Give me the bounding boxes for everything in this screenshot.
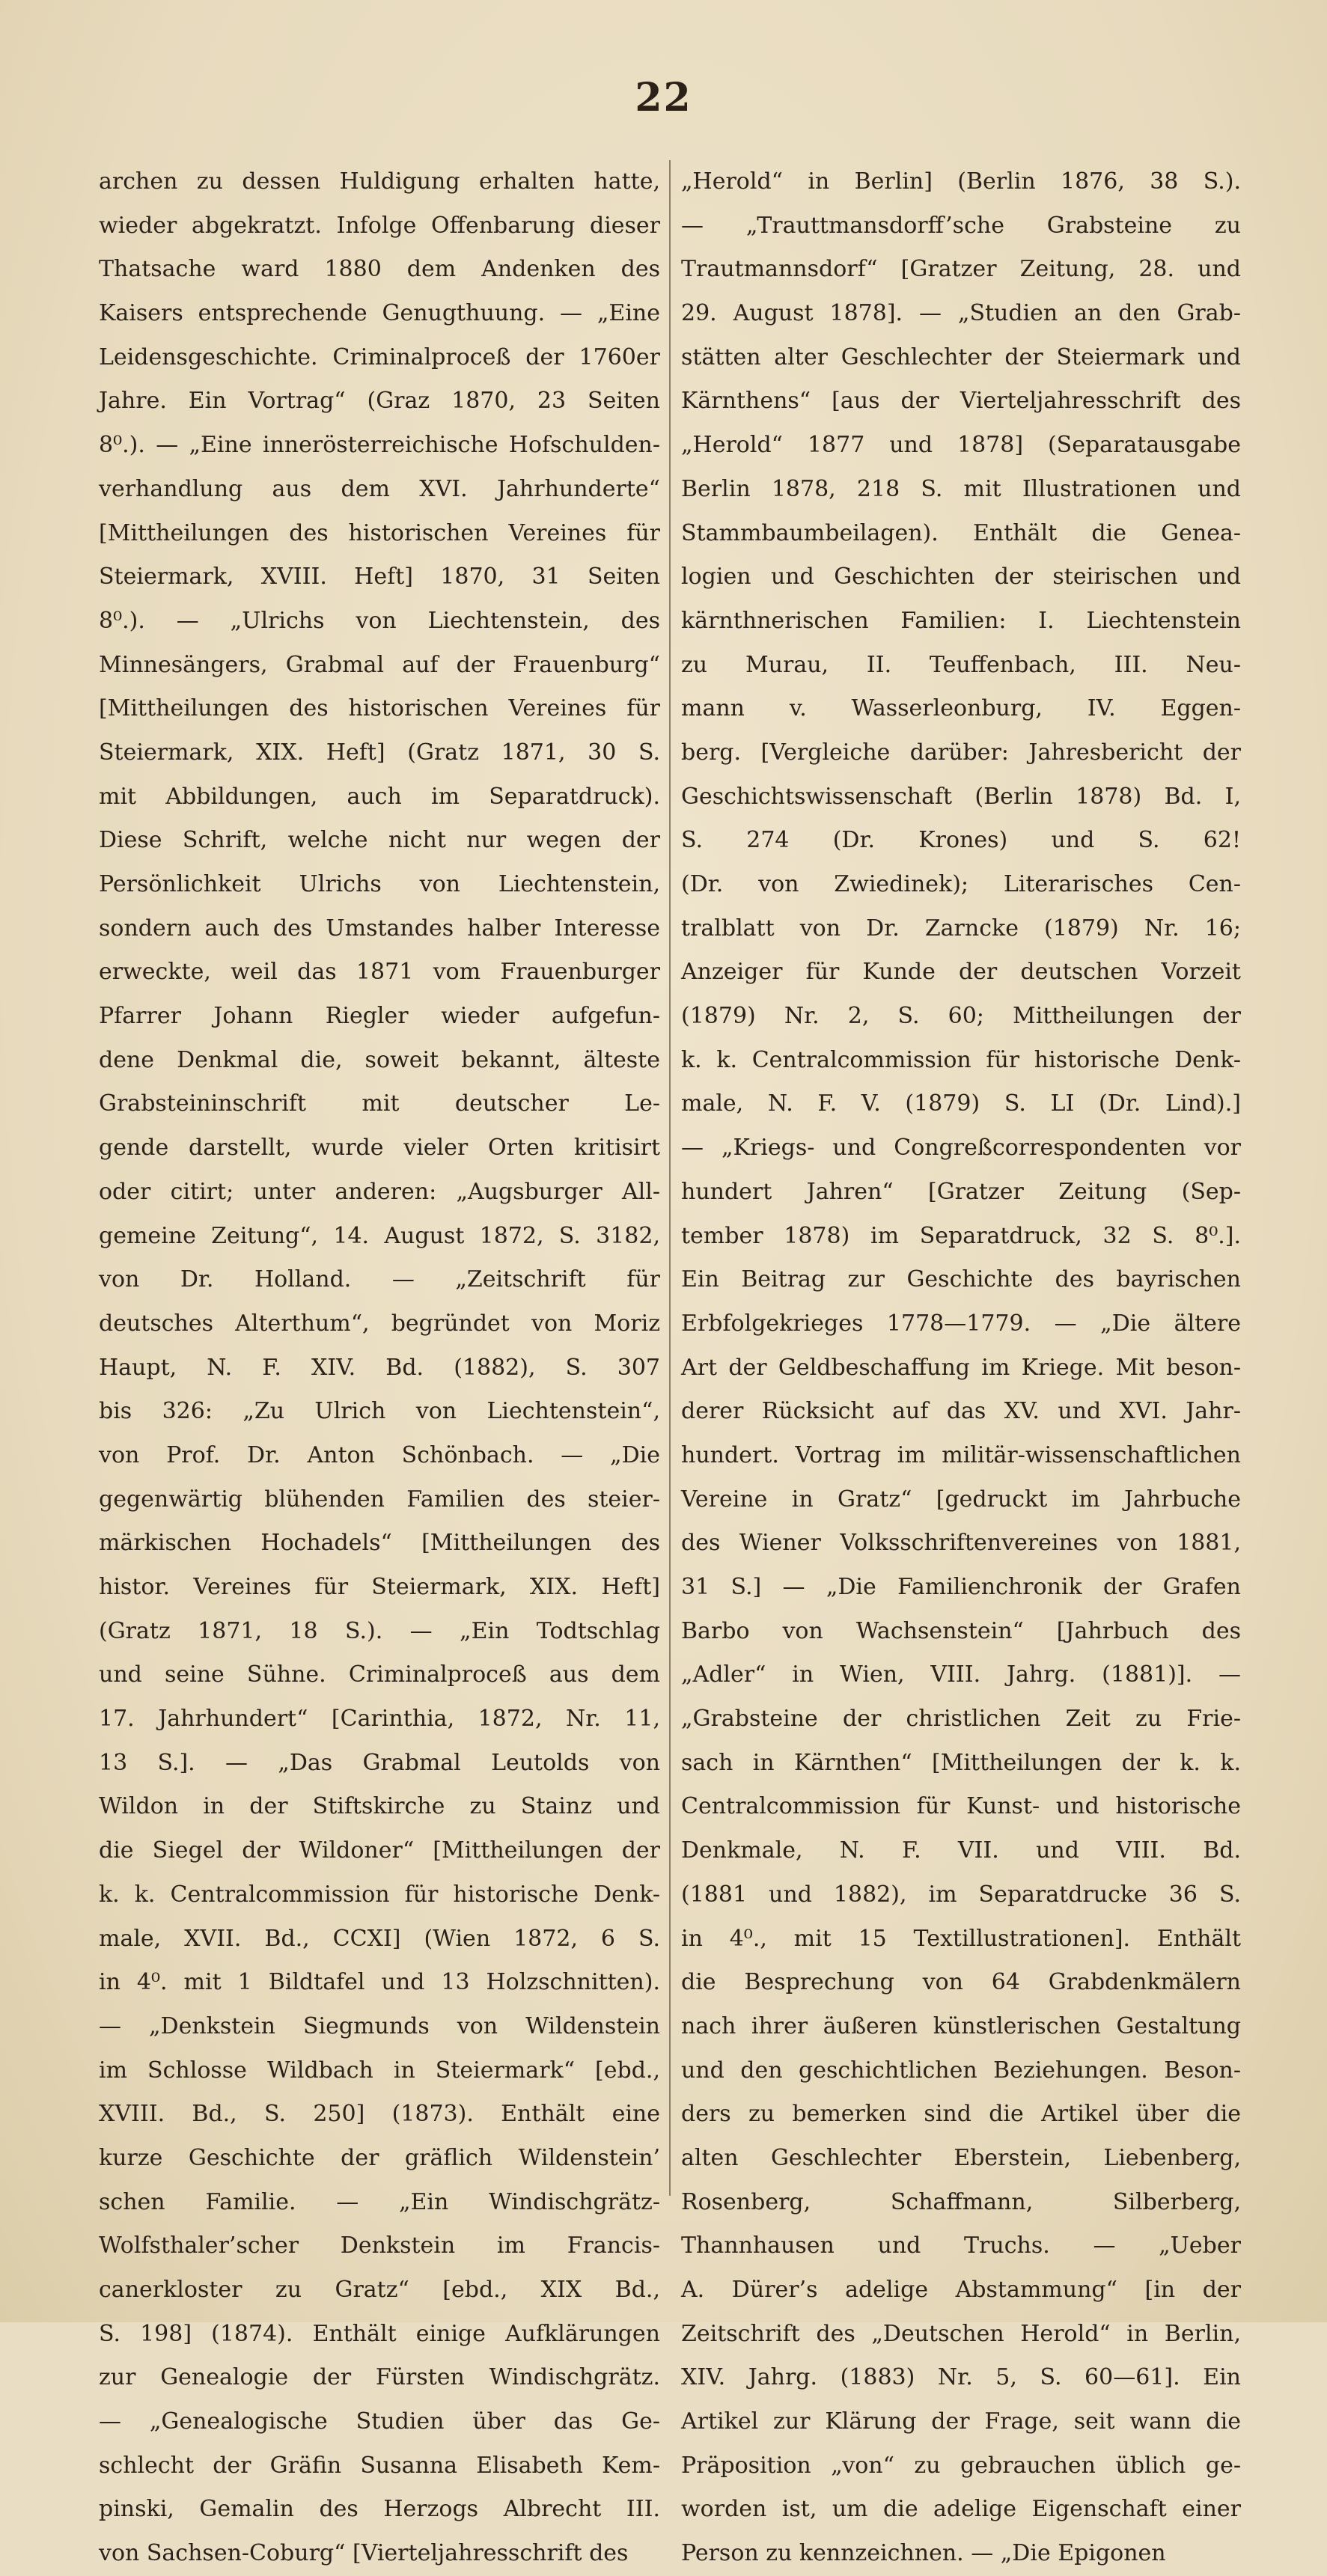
text-line: verhandlung aus dem XVI. Jahrhunderte“ [99,475,660,502]
text-line: Kärnthens“ [aus der Vierteljahresschrift des [681,388,1241,415]
text-line: 31 S.] — „Die Familienchronik der Grafen [681,1574,1241,1600]
text-line: Wildon in der Stiftskirche zu Stainz und [99,1793,660,1820]
text-line: — „Kriegs- und Congreßcorrespondenten vor [681,1135,1241,1162]
text-line: Haupt, N. F. XIV. Bd. (1882), S. 307 [99,1354,660,1381]
text-line: Wolfsthaler’scher Denkstein im Francis- [99,2232,660,2259]
text-line: male, XVII. Bd., CCXI] (Wien 1872, 6 S. [99,1925,660,1952]
text-line: Pfarrer Johann Riegler wieder aufgefun- [99,1003,660,1030]
text-line: gende darstellt, wurde vieler Orten kritisirt [99,1135,660,1162]
text-line: „Herold“ 1877 und 1878] (Separatausgabe [681,432,1241,459]
text-line: und seine Sühne. Criminalproceß aus dem [99,1661,660,1688]
right-column [681,160,1241,2567]
text-line: male, N. F. V. (1879) S. LI (Dr. Lind).] [681,1090,1241,1117]
text-line: k. k. Centralcommission für historische Denk- [99,1881,660,1908]
text-line: Kaisers entsprechende Genugthuung. — „Eine [99,300,660,327]
text-line: schlecht der Gräfin Susanna Elisabeth Kem- [99,2452,660,2479]
text-line: derer Rücksicht auf das XV. und XVI. Jahr- [681,1398,1241,1425]
text-line: nach ihrer äußeren künstlerischen Gestaltung [681,2012,1241,2039]
text-line: hundert Jahren“ [Gratzer Zeitung (Sep- [681,1178,1241,1205]
text-line: Berlin 1878, 218 S. mit Illustrationen und [681,475,1241,502]
text-line: — „Trauttmansdorff’sche Grabsteine zu [681,212,1241,239]
text-line: (1879) Nr. 2, S. 60; Mittheilungen der [681,1003,1241,1030]
text-line: [Mittheilungen des historischen Vereines für [99,695,660,722]
text-line: märkischen Hochadels“ [Mittheilungen des [99,1530,660,1557]
text-line: Denkmale, N. F. VII. und VIII. Bd. [681,1837,1241,1864]
text-line: in 4⁰., mit 15 Textillustrationen]. Enthält [681,1925,1241,1952]
text-line: Rosenberg, Schaffmann, Silberberg, [681,2188,1241,2215]
text-line: tember 1878) im Separatdruck, 32 S. 8⁰.]. [681,1222,1241,1249]
text-line: stätten alter Geschlechter der Steiermark und [681,344,1241,370]
text-line: von Sachsen-Coburg“ [Vierteljahresschrift des [99,2540,629,2567]
text-line: Thannhausen und Truchs. — „Ueber [681,2232,1241,2259]
text-line: „Herold“ in Berlin] (Berlin 1876, 38 S.). [681,168,1241,195]
text-line: Jahre. Ein Vortrag“ (Graz 1870, 23 Seiten [99,388,660,415]
text-line: Vereine in Gratz“ [gedruckt im Jahrbuche [681,1486,1241,1513]
text-line: Leidensgeschichte. Criminalproceß der 1760er [99,344,660,370]
text-line: S. 198] (1874). Enthält einige Aufklärungen [99,2320,660,2347]
page-number: 22 [635,75,692,120]
text-line: mit Abbildungen, auch im Separatdruck). [99,783,660,810]
text-line: [Mittheilungen des historischen Vereines für [99,519,660,546]
text-line: Diese Schrift, welche nicht nur wegen der [99,827,660,854]
text-line: wieder abgekratzt. Infolge Offenbarung dieser [99,212,660,239]
text-line: sach in Kärnthen“ [Mittheilungen der k. k. [681,1749,1241,1776]
text-line: mann v. Wasserleonburg, IV. Eggen- [681,695,1241,722]
text-line: in 4⁰. mit 1 Bildtafel und 13 Holzschnitten). [99,1969,660,1996]
text-line: (1881 und 1882), im Separatdrucke 36 S. [681,1881,1241,1908]
text-line: — „Denkstein Siegmunds von Wildenstein [99,2012,660,2039]
text-line: logien und Geschichten der steirischen und [681,564,1241,590]
text-line: 8⁰.). — „Ulrichs von Liechtenstein, des [99,607,660,634]
text-line: Stammbaumbeilagen). Enthält die Genea- [681,519,1241,546]
text-line: Ein Beitrag zur Geschichte des bayrischen [681,1266,1241,1293]
text-line: bis 326: „Zu Ulrich von Liechtenstein“, [99,1398,660,1425]
text-line: XIV. Jahrg. (1883) Nr. 5, S. 60—61]. Ein [681,2364,1241,2391]
text-line: deutsches Alterthum“, begründet von Moriz [99,1310,660,1337]
text-line: k. k. Centralcommission für historische Denk- [681,1046,1241,1073]
text-line: schen Familie. — „Ein Windischgrätz- [99,2188,660,2215]
text-line: 29. August 1878]. — „Studien an den Grab- [681,300,1241,327]
text-line: S. 274 (Dr. Krones) und S. 62! [681,827,1241,854]
text-line: die Besprechung von 64 Grabdenkmälern [681,1969,1241,1996]
text-line: — „Genealogische Studien über das Ge- [99,2408,660,2435]
text-line: XVIII. Bd., S. 250] (1873). Enthält eine [99,2101,660,2128]
text-line: „Adler“ in Wien, VIII. Jahrg. (1881)]. — [681,1661,1241,1688]
column-divider [669,160,671,2196]
text-line: gegenwärtig blühenden Familien des steier- [99,1486,660,1513]
text-line: Art der Geldbeschaffung im Kriege. Mit beson- [681,1354,1241,1381]
text-line: ders zu bemerken sind die Artikel über die [681,2101,1241,2128]
text-line: sondern auch des Umstandes halber Interesse [99,915,660,941]
text-line: von Dr. Holland. — „Zeitschrift für [99,1266,660,1293]
text-line: von Prof. Dr. Anton Schönbach. — „Die [99,1441,660,1468]
text-line: worden ist, um die adelige Eigenschaft einer [681,2496,1241,2523]
text-line: erweckte, weil das 1871 vom Frauenburger [99,959,660,986]
text-line: archen zu dessen Huldigung erhalten hatte, [99,168,660,195]
text-line: Artikel zur Klärung der Frage, seit wann die [681,2408,1241,2435]
text-line: alten Geschlechter Eberstein, Liebenberg, [681,2144,1241,2171]
text-line: Centralcommission für Kunst- und historische [681,1793,1241,1820]
text-line: Erbfolgekrieges 1778—1779. — „Die ältere [681,1310,1241,1337]
text-line: 17. Jahrhundert“ [Carinthia, 1872, Nr. 11, [99,1706,660,1733]
text-line: 8⁰.). — „Eine innerösterreichische Hofschulden- [99,432,660,459]
text-line: Person zu kennzeichnen. — „Die Epigonen [681,2540,1166,2567]
text-line: Trautmannsdorf“ [Gratzer Zeitung, 28. und [681,256,1241,283]
text-line: (Dr. von Zwiedinek); Literarisches Cen- [681,871,1241,897]
text-line: Anzeiger für Kunde der deutschen Vorzeit [681,959,1241,986]
text-line: „Grabsteine der christlichen Zeit zu Frie- [681,1706,1241,1733]
text-line: Steiermark, XIX. Heft] (Gratz 1871, 30 S. [99,739,660,766]
text-line: Grabsteininschrift mit deutscher Le- [99,1090,660,1117]
text-line: berg. [Vergleiche darüber: Jahresbericht der [681,739,1241,766]
text-line: die Siegel der Wildoner“ [Mittheilungen der [99,1837,660,1864]
text-line: oder citirt; unter anderen: „Augsburger All- [99,1178,660,1205]
text-line: dene Denkmal die, soweit bekannt, älteste [99,1046,660,1073]
text-line: Zeitschrift des „Deutschen Herold“ in Berlin, [681,2320,1241,2347]
text-line: (Gratz 1871, 18 S.). — „Ein Todtschlag [99,1617,660,1644]
text-line: Thatsache ward 1880 dem Andenken des [99,256,660,283]
text-line: zur Genealogie der Fürsten Windischgrätz. [99,2364,660,2391]
text-line: hundert. Vortrag im militär-wissenschaftlichen [681,1441,1241,1468]
text-line: Barbo von Wachsenstein“ [Jahrbuch des [681,1617,1241,1644]
text-line: canerkloster zu Gratz“ [ebd., XIX Bd., [99,2277,660,2303]
text-line: A. Dürer’s adelige Abstammung“ [in der [681,2277,1241,2303]
text-line: im Schlosse Wildbach in Steiermark“ [ebd., [99,2057,660,2084]
text-line: zu Murau, II. Teuffenbach, III. Neu- [681,651,1241,678]
text-line: Persönlichkeit Ulrichs von Liechtenstein, [99,871,660,897]
text-line: gemeine Zeitung“, 14. August 1872, S. 3182, [99,1222,660,1249]
text-line: kärnthnerischen Familien: I. Liechtenstein [681,607,1241,634]
left-column [99,160,660,2567]
text-line: kurze Geschichte der gräflich Wildenstein’ [99,2144,660,2171]
text-line: des Wiener Volksschriftenvereines von 1881, [681,1530,1241,1557]
text-line: pinski, Gemalin des Herzogs Albrecht III. [99,2496,660,2523]
text-line: histor. Vereines für Steiermark, XIX. Heft] [99,1574,660,1600]
text-line: 13 S.]. — „Das Grabmal Leutolds von [99,1749,660,1776]
text-line: tralblatt von Dr. Zarncke (1879) Nr. 16; [681,915,1241,941]
text-line: Minnesängers, Grabmal auf der Frauenburg“ [99,651,660,678]
text-line: Präposition „von“ zu gebrauchen üblich ge- [681,2452,1241,2479]
text-line: Steiermark, XVIII. Heft] 1870, 31 Seiten [99,564,660,590]
text-line: Geschichtswissenschaft (Berlin 1878) Bd. I, [681,783,1241,810]
text-line: und den geschichtlichen Beziehungen. Beson- [681,2057,1241,2084]
